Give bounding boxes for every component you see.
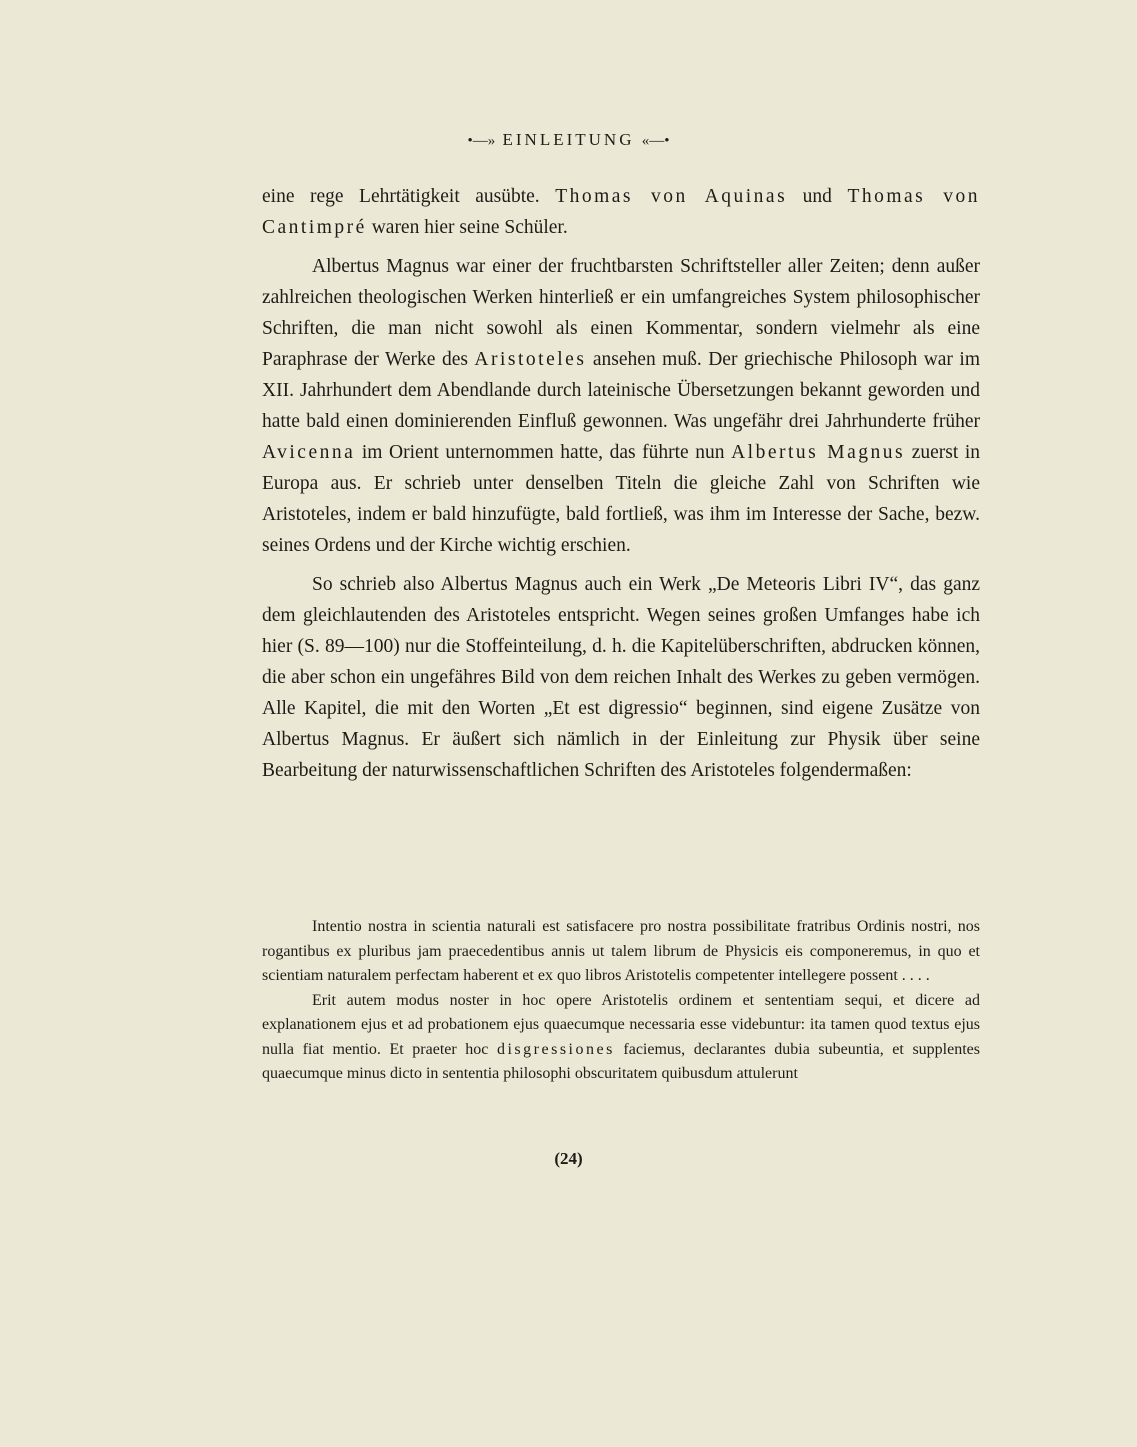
- header-title: EINLEITUNG: [502, 130, 635, 149]
- text: Erit autem modus noster in hoc opere Aristotelis ordinem et sententiam sequi, et dicere ad explanationem ejus et ad probationem ejus quaecumque necessaria esse videbuntur: ita tamen quod textus ejus nulla fiat mentio. Et praeter hoc: [262, 991, 980, 1058]
- spaced-word: disgressiones: [496, 1040, 615, 1058]
- spaced-name: Avicenna: [262, 442, 356, 463]
- text: und: [787, 186, 848, 207]
- spaced-name: Thomas von Cantimpré: [262, 186, 981, 238]
- left-ornament: •—»: [467, 133, 496, 149]
- quote-paragraph-2: [262, 989, 980, 1087]
- text: zuerst in Europa aus. Er schrieb unter denselben Titeln die gleiche Zahl von Schriften wie Aristoteles, indem er bald hinzufügte, bald fortließ, was ihm im Interesse der Sache, bezw. seines Ordens und der Kirche wichtig erschien.: [262, 442, 980, 556]
- spaced-name: Albertus Magnus: [731, 442, 906, 463]
- text: im Orient unternommen hatte, das führte nun: [355, 442, 732, 463]
- text: faciemus, declarantes dubia subeuntia, et supplentes quaecumque minus dicto in sententia philosophi obscuritatem quibusdum attulerunt: [262, 1040, 980, 1082]
- text: waren hier seine Schüler.: [366, 217, 568, 238]
- page-number: (24): [554, 1149, 583, 1168]
- running-header: [0, 130, 1137, 150]
- text: Albertus Magnus war einer der fruchtbarsten Schriftsteller aller Zeiten; denn außer zahlreichen theologischen Werken hinterließ er ein umfangreiches System philosophischer Schriften, die man nicht sowohl als einen Kommentar, sondern vielmehr als eine Paraphrase der Werke des: [262, 256, 980, 370]
- spaced-name: Thomas von Aquinas: [555, 186, 788, 207]
- main-text: [262, 181, 980, 794]
- paragraph-2: [262, 251, 980, 561]
- paragraph-3: So schrieb also Albertus Magnus auch ein Werk „De Meteoris Libri IV“, das ganz dem gleichlautenden des Aristoteles entspricht. Wegen seines großen Umfanges habe ich hier (S. 89—100) nur die Stoffeinteilung, d. h. die Kapitelüberschriften, abdrucken können, die aber schon ein ungefähres Bild von dem reichen Inhalt des Werkes zu geben vermögen. Alle Kapitel, die mit den Worten „Et est digressio“ beginnen, sind eigene Zusätze von Albertus Magnus. Er äußert sich nämlich in der Einleitung zur Physik über seine Bearbeitung der naturwissenschaftlichen Schriften des Aristoteles folgendermaßen:: [262, 574, 980, 781]
- latin-quotation: [262, 915, 980, 1087]
- text: eine rege Lehrtätigkeit ausübte.: [262, 186, 556, 207]
- spaced-name: Aristoteles: [474, 349, 587, 370]
- paragraph-1: [262, 181, 980, 243]
- text: ansehen muß. Der griechische Philosoph war im XII. Jahrhundert dem Abendlande durch lateinische Übersetzungen bekannt geworden und hatte bald einen dominierenden Einfluß gewonnen. Was ungefähr drei Jahrhunderte früher: [262, 349, 980, 432]
- quote-paragraph-1: Intentio nostra in scientia naturali est satisfacere pro nostra possibilitate fratribus Ordinis nostri, nos rogantibus ex pluribus jam praecedentibus annis ut talem librum de Physicis eis componeremus, in quo et scientiam naturalem perfectam haberent et ex quo libros Aristotelis competenter intellegere possent . . . .: [262, 918, 980, 984]
- right-ornament: «—•: [641, 133, 670, 149]
